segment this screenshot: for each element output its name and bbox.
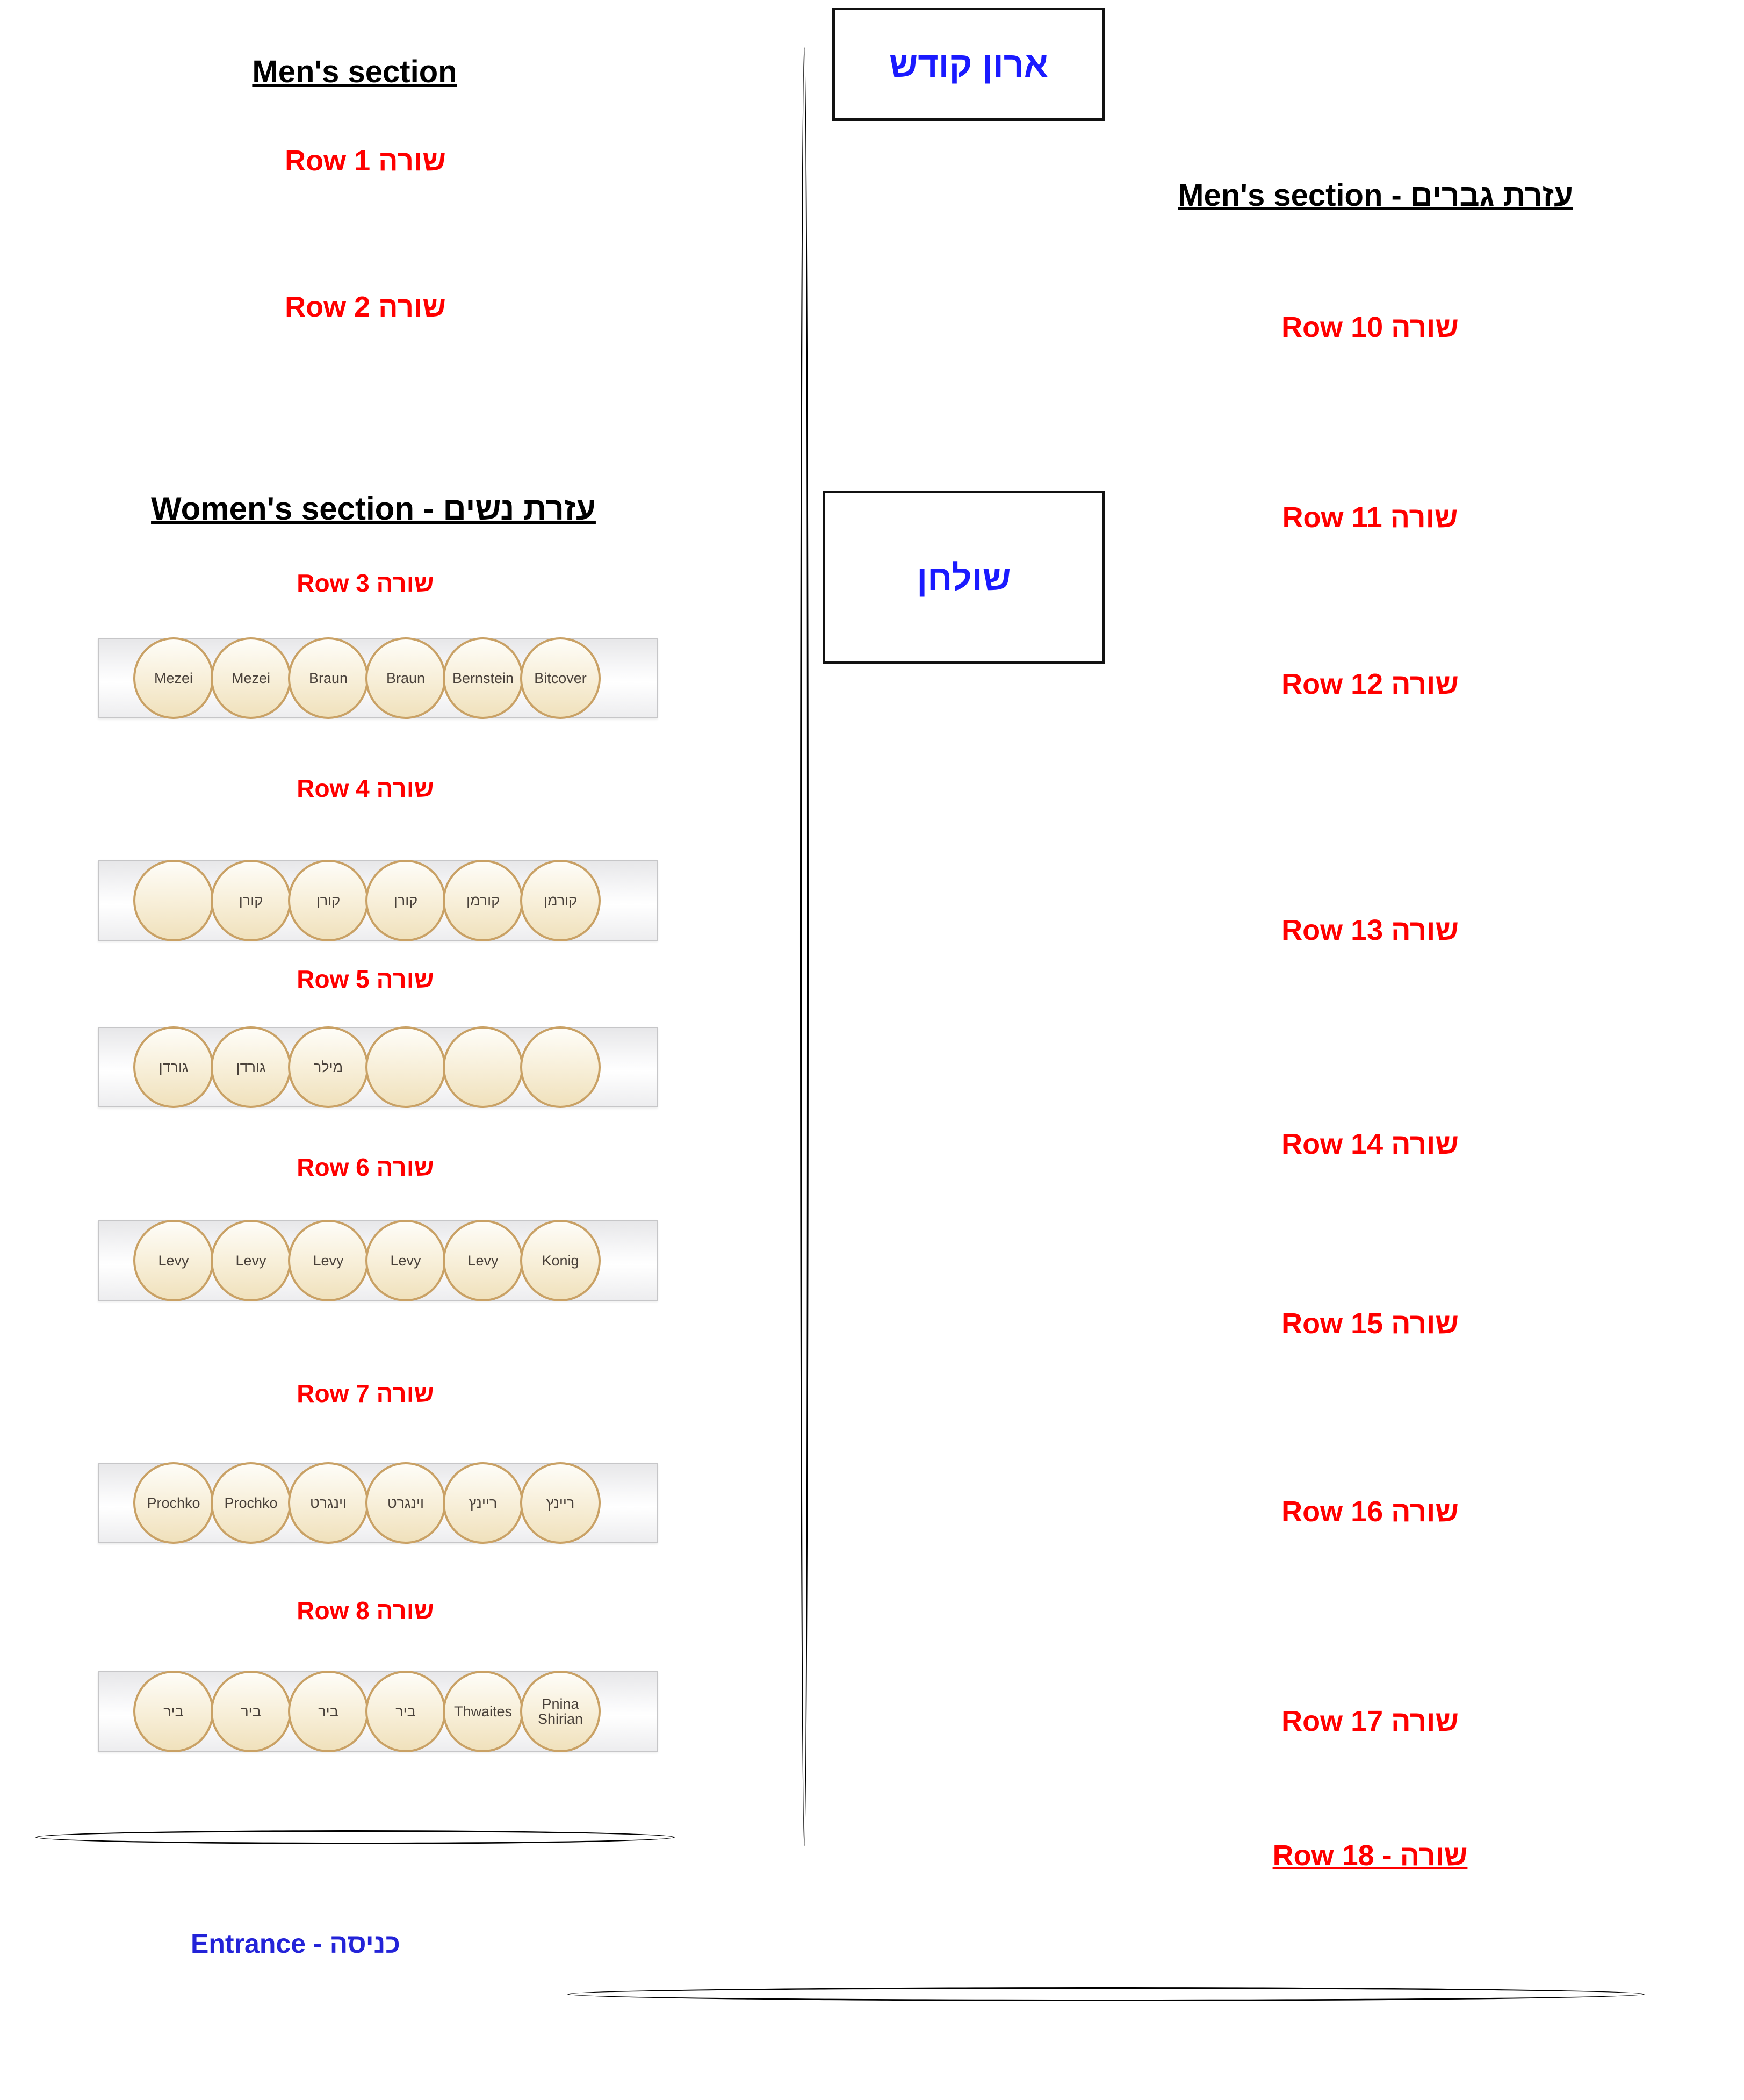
row-4-label: Row 4 שורה	[297, 774, 434, 802]
seat	[211, 1026, 291, 1108]
seat	[365, 1671, 446, 1752]
seat-name: ביר	[241, 1703, 261, 1720]
table-box	[823, 491, 1105, 664]
seat-name: Mezei	[154, 670, 193, 686]
seat-name: קורן	[239, 892, 263, 909]
seat	[211, 637, 291, 719]
seat-name: Bitcover	[534, 670, 587, 686]
row-2-label: Row 2 שורה	[285, 291, 446, 323]
holy-ark-label: ארון קודש	[889, 44, 1048, 84]
seat-name: ביר	[163, 1703, 184, 1720]
seat-name: Braun	[308, 670, 348, 686]
seat	[133, 1462, 214, 1544]
seat	[365, 1026, 446, 1108]
row-7-seat-strip	[98, 1463, 658, 1543]
bottom-right-wall-divider	[567, 1987, 1645, 2001]
row-7-label: Row 7 שורה	[297, 1379, 434, 1407]
row-3-label: Row 3 שורה	[297, 569, 434, 597]
seat-name: ביר	[395, 1703, 416, 1720]
row-8-label: Row 8 שורה	[297, 1596, 434, 1624]
seat	[365, 860, 446, 941]
seat	[133, 860, 214, 941]
seat	[443, 1220, 523, 1301]
row-1-label: Row 1 שורה	[285, 145, 446, 177]
seat	[520, 1026, 601, 1108]
row-10-label: Row 10 שורה	[1281, 311, 1459, 343]
seat-name: גורדן	[236, 1059, 266, 1075]
row-6-label: Row 6 שורה	[297, 1153, 434, 1181]
seat	[365, 637, 446, 719]
seat	[443, 1462, 523, 1544]
row-11-label: Row 11 שורה	[1282, 501, 1458, 534]
row-14-label: Row 14 שורה	[1281, 1128, 1459, 1160]
seat	[443, 637, 523, 719]
row-16-label: Row 16 שורה	[1281, 1495, 1459, 1528]
seat	[288, 1671, 369, 1752]
seat-name: קורמן	[543, 892, 578, 909]
row-15-label: Row 15 שורה	[1281, 1307, 1459, 1340]
seat	[520, 1462, 601, 1544]
mens-section-left-heading: Men's section	[252, 54, 457, 89]
seat-name: Levy	[390, 1252, 421, 1269]
seat	[288, 860, 369, 941]
seat	[211, 1671, 291, 1752]
row-3-seat-strip	[98, 638, 658, 718]
seat	[211, 1462, 291, 1544]
row-8-seat-strip	[98, 1671, 658, 1752]
seat-name: Prochko	[224, 1494, 278, 1511]
seat	[211, 860, 291, 941]
seat-name: Levy	[467, 1252, 499, 1269]
seat	[365, 1220, 446, 1301]
seat	[133, 1220, 214, 1301]
seat-name: וינגרט	[387, 1494, 424, 1511]
seat	[520, 1671, 601, 1752]
seat	[211, 1220, 291, 1301]
seat-name: ביר	[318, 1703, 338, 1720]
seat-name: ריינץ	[469, 1494, 498, 1511]
row-13-label: Row 13 שורה	[1281, 914, 1459, 946]
row-12-label: Row 12 שורה	[1281, 668, 1459, 700]
seat-name: Konig	[542, 1252, 579, 1269]
seat-name: קורן	[316, 892, 341, 909]
seat-name: Bernstein	[452, 670, 514, 686]
seat-name: Prochko	[147, 1494, 200, 1511]
row-5-label: Row 5 שורה	[297, 965, 434, 993]
bottom-left-wall-divider	[35, 1830, 675, 1844]
seat-name: ריינץ	[546, 1494, 575, 1511]
seat-name: Mezei	[231, 670, 271, 686]
seat-name: Pnina Shirian	[537, 1695, 583, 1727]
seat-name: Levy	[235, 1252, 266, 1269]
seat-name: מילר	[313, 1059, 343, 1075]
seat	[365, 1462, 446, 1544]
seat	[520, 637, 601, 719]
seat-name: גורדן	[158, 1059, 189, 1075]
womens-section-heading: Women's section - עזרת נשים	[151, 491, 596, 527]
seat	[443, 1026, 523, 1108]
seat	[133, 1026, 214, 1108]
seat	[133, 637, 214, 719]
seat	[288, 1026, 369, 1108]
seat-name: קורן	[393, 892, 418, 909]
seat-name: וינגרט	[309, 1494, 347, 1511]
row-4-seat-strip	[98, 860, 658, 941]
row-6-seat-strip	[98, 1220, 658, 1301]
seat	[288, 1220, 369, 1301]
seat	[133, 1671, 214, 1752]
row-17-label: Row 17 שורה	[1281, 1705, 1459, 1737]
seat-name: קורמן	[466, 892, 500, 909]
row-18-label: Row 18 - שורה	[1272, 1839, 1468, 1872]
mechitza-vertical-divider	[800, 47, 809, 1846]
seat-name: Braun	[386, 670, 426, 686]
seat	[520, 860, 601, 941]
seat-name: Thwaites	[453, 1703, 513, 1720]
holy-ark-box	[832, 8, 1105, 121]
seat-name: Levy	[313, 1252, 344, 1269]
seat	[443, 1671, 523, 1752]
seat	[288, 1462, 369, 1544]
row-5-seat-strip	[98, 1027, 658, 1107]
table-label: שולחן	[917, 557, 1011, 598]
seat	[443, 860, 523, 941]
seat-name: Levy	[158, 1252, 189, 1269]
mens-section-right-heading: Men's section - עזרת גברים	[1178, 178, 1573, 213]
entrance-label: Entrance - כניסה	[191, 1929, 400, 1959]
seat	[520, 1220, 601, 1301]
seat	[288, 637, 369, 719]
